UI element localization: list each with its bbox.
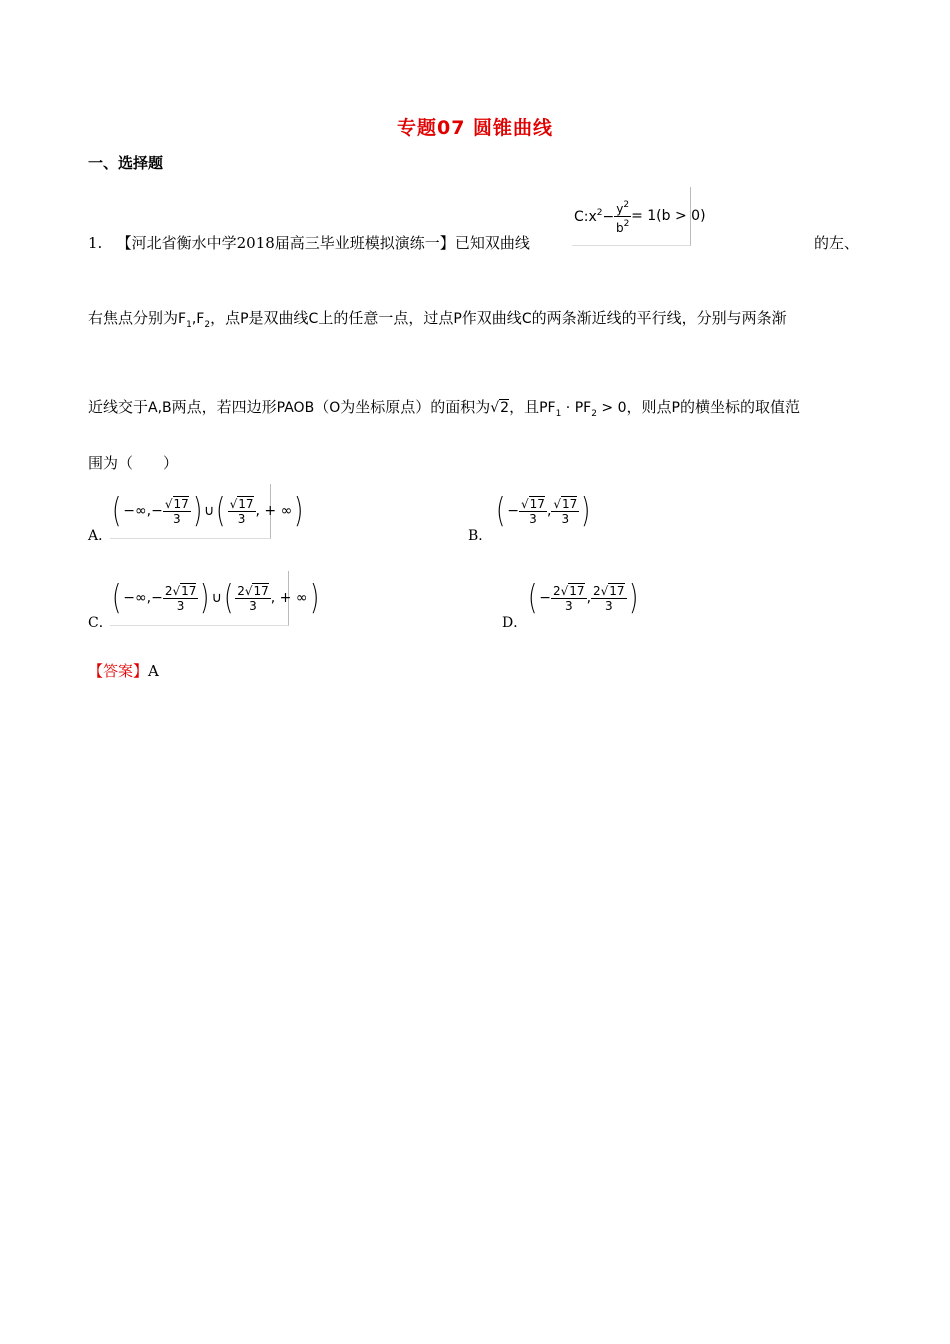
text-fragment: 为坐标原点）的面积为 — [340, 398, 491, 416]
text-fragment: ，点 — [210, 309, 241, 327]
text-fragment: ，则点 — [626, 398, 672, 416]
dot-product-condition: $PF_1 \cdot PF_2 > 0$ — [539, 400, 627, 419]
option-d-formula: ( − $\frac{2√17}{3}$ , $\frac{2√17}{3}$ ) — [527, 578, 638, 618]
question-line-2 — [88, 307, 787, 330]
text-fragment: 右焦点分别为 — [88, 309, 179, 327]
question-line-4: 围为（ ） — [88, 454, 179, 472]
points-ab: A,B — [148, 400, 172, 416]
answer-line — [88, 660, 159, 681]
answer-tag: 【答案】 — [88, 662, 149, 680]
area-value: √2 — [490, 400, 510, 416]
text-fragment: 作双曲线 — [461, 309, 522, 327]
point-p: P — [453, 311, 462, 327]
text-fragment: 的横坐标的取值范 — [679, 398, 800, 416]
curve-c: C — [521, 311, 532, 327]
curve-c: C — [308, 311, 319, 327]
option-a-formula: ( −∞,− $\frac{√17}{3}$ ) ∪ ( $\frac{√17}{3}$ , + ∞ ) — [110, 484, 271, 539]
option-a-label: A． — [88, 528, 113, 544]
question-text: 已知双曲线 — [454, 234, 530, 252]
text-fragment: （ — [314, 398, 330, 416]
answer-value: A — [148, 662, 159, 680]
text-fragment: 上的任意一点，过点 — [318, 309, 454, 327]
hyperbola-equation: $C:x^2-$ $\frac{y^2}{b^2}$ = 1(b > 0) — [572, 187, 691, 246]
option-d-label: D． — [502, 615, 528, 631]
text-fragment: 是双曲线 — [248, 309, 309, 327]
quadrilateral-paob: PAOB — [276, 400, 315, 416]
question-line-3 — [88, 396, 800, 419]
text-fragment: 近线交于 — [88, 398, 149, 416]
section-heading: 一、选择题 — [88, 154, 164, 172]
question-text-left: 的左、 — [814, 234, 860, 252]
option-b-label: B． — [468, 528, 493, 544]
question-line-1 — [88, 232, 530, 253]
point-p: P — [671, 400, 680, 416]
option-c-formula: ( −∞,− $\frac{2√17}{3}$ ) ∪ ( $\frac{2√17}{3}$ , + ∞ ) — [110, 571, 289, 626]
option-b-formula: ( − $\frac{√17}{3}$ , $\frac{√17}{3}$ ) — [495, 491, 591, 531]
question-source: 【河北省衡水中学2018届高三毕业班模拟演练一】 — [116, 234, 455, 252]
page-title: 专题07 圆锥曲线 — [396, 117, 554, 139]
question-number: 1. — [88, 234, 103, 252]
point-p: P — [240, 311, 249, 327]
origin-o: O — [329, 400, 341, 416]
text-fragment: 两点，若四边形 — [171, 398, 277, 416]
text-fragment: ，且 — [509, 398, 540, 416]
foci-label: $F_1,F_2$ — [178, 311, 211, 330]
option-c-label: C． — [88, 615, 113, 631]
text-fragment: 的两条渐近线的平行线，分别与两条渐 — [531, 309, 787, 327]
